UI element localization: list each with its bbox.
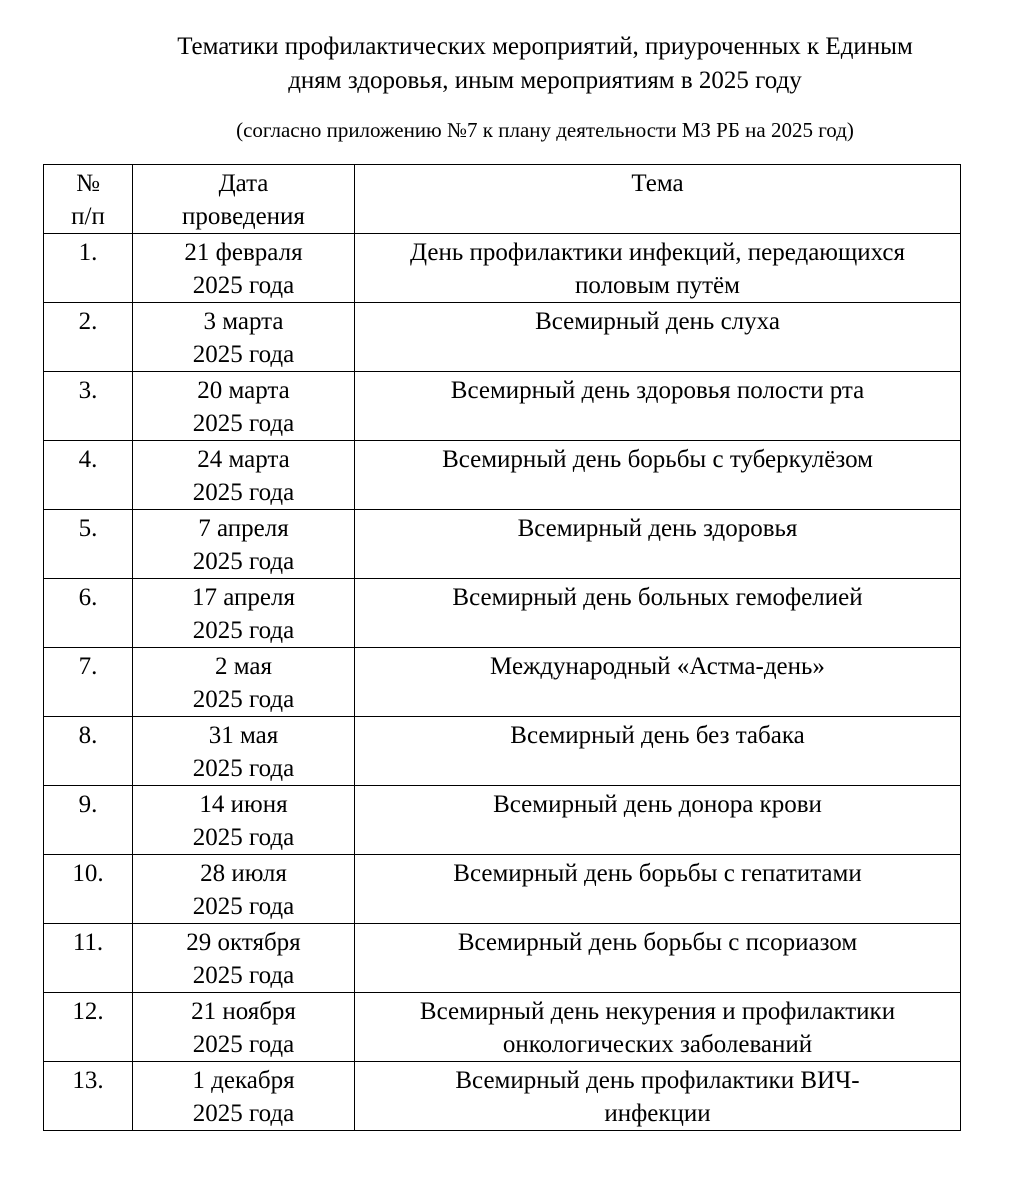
table-header-row: [44, 165, 961, 234]
header-date: [133, 165, 355, 234]
table-row: [44, 993, 961, 1062]
row-topic: [355, 786, 961, 855]
row-topic-line-2: онкологических заболеваний: [502, 1031, 813, 1058]
title-line-1: Тематики профилактических мероприятий, приуроченных к Единым: [177, 33, 913, 60]
table-body: [44, 234, 961, 1131]
row-date-year: 2025 года: [192, 824, 295, 851]
row-date: [133, 786, 355, 855]
row-topic: [355, 234, 961, 303]
row-date-day: 17 апреля: [192, 584, 295, 611]
table-row: [44, 924, 961, 993]
row-date: [133, 441, 355, 510]
row-date-year: 2025 года: [192, 341, 295, 368]
header-number: [44, 165, 133, 234]
table-row: [44, 1062, 961, 1131]
row-number: 8.: [44, 717, 133, 786]
row-topic-line-1: Всемирный день некурения и профилактики: [419, 998, 896, 1025]
header-date-line-1: Дата: [218, 170, 269, 197]
row-number: 7.: [44, 648, 133, 717]
row-topic-line-1: Всемирный день борьбы с псориазом: [457, 929, 858, 956]
table-row: [44, 579, 961, 648]
row-topic: [355, 372, 961, 441]
row-date: [133, 648, 355, 717]
row-date: [133, 993, 355, 1062]
row-date-day: 7 апреля: [198, 515, 289, 542]
row-topic: [355, 441, 961, 510]
row-number: 11.: [44, 924, 133, 993]
row-topic-line-1: Всемирный день борьбы с туберкулёзом: [442, 446, 873, 473]
row-date-day: 20 марта: [197, 377, 290, 404]
row-topic: [355, 648, 961, 717]
table-row: [44, 372, 961, 441]
row-date: [133, 372, 355, 441]
table-row: [44, 648, 961, 717]
row-topic-line-2: инфекции: [604, 1100, 711, 1127]
row-date: [133, 303, 355, 372]
header-number-line-1: №: [76, 170, 100, 197]
row-topic-line-1: Всемирный день донора крови: [493, 791, 822, 818]
row-date-day: 28 июля: [200, 860, 287, 887]
row-date-year: 2025 года: [192, 548, 295, 575]
row-topic-line-1: Всемирный день профилактики ВИЧ-: [455, 1067, 860, 1094]
row-number: 13.: [44, 1062, 133, 1131]
row-date-day: 24 марта: [197, 446, 290, 473]
table-row: [44, 510, 961, 579]
row-date-year: 2025 года: [192, 1100, 295, 1127]
row-date-year: 2025 года: [192, 272, 295, 299]
row-topic: [355, 993, 961, 1062]
row-date: [133, 717, 355, 786]
row-date-year: 2025 года: [192, 617, 295, 644]
header-date-line-2: проведения: [182, 203, 305, 230]
row-topic-line-1: Всемирный день без табака: [510, 722, 805, 749]
row-topic-line-1: Международный «Астма-день»: [490, 653, 825, 680]
row-date-day: 1 декабря: [192, 1067, 295, 1094]
table-row: [44, 303, 961, 372]
row-topic-line-1: Всемирный день слуха: [535, 308, 780, 335]
row-topic: [355, 924, 961, 993]
row-topic-line-1: Всемирный день больных гемофелией: [452, 584, 863, 611]
row-date: [133, 924, 355, 993]
row-topic-line-1: Всемирный день здоровья: [517, 515, 798, 542]
row-topic-line-1: Всемирный день борьбы с гепатитами: [453, 860, 862, 887]
row-date-year: 2025 года: [192, 686, 295, 713]
row-number: 6.: [44, 579, 133, 648]
row-date-year: 2025 года: [192, 410, 295, 437]
row-date-day: 21 ноября: [191, 998, 296, 1025]
table-row: [44, 234, 961, 303]
row-topic: [355, 855, 961, 924]
row-date-day: 3 марта: [203, 308, 284, 335]
table-row: [44, 855, 961, 924]
row-number: 5.: [44, 510, 133, 579]
table-row: [44, 786, 961, 855]
row-topic-line-1: День профилактики инфекций, передающихся: [410, 239, 905, 266]
row-number: 1.: [44, 234, 133, 303]
row-date: [133, 1062, 355, 1131]
row-topic-line-1: Всемирный день здоровья полости рта: [450, 377, 865, 404]
title-line-2: дням здоровья, иным мероприятиям в 2025 году: [288, 67, 802, 94]
row-date-year: 2025 года: [192, 1031, 295, 1058]
row-topic: [355, 717, 961, 786]
row-date-year: 2025 года: [192, 479, 295, 506]
row-topic: [355, 1062, 961, 1131]
header-number-line-2: п/п: [71, 203, 105, 230]
table-row: [44, 717, 961, 786]
row-date-year: 2025 года: [192, 962, 295, 989]
row-date-day: 2 мая: [215, 653, 272, 680]
row-number: 4.: [44, 441, 133, 510]
row-date-year: 2025 года: [192, 755, 295, 782]
row-date-day: 14 июня: [199, 791, 288, 818]
events-table: [43, 164, 961, 1131]
row-number: 10.: [44, 855, 133, 924]
table-row: [44, 441, 961, 510]
header-topic: Тема: [355, 165, 961, 234]
row-number: 3.: [44, 372, 133, 441]
row-topic: [355, 303, 961, 372]
row-date: [133, 579, 355, 648]
row-date: [133, 234, 355, 303]
row-number: 12.: [44, 993, 133, 1062]
row-number: 2.: [44, 303, 133, 372]
row-date-year: 2025 года: [192, 893, 295, 920]
document-title: [105, 30, 985, 98]
row-date-day: 31 мая: [208, 722, 279, 749]
row-date-day: 29 октября: [186, 929, 301, 956]
row-date: [133, 510, 355, 579]
row-topic: [355, 510, 961, 579]
row-topic-line-2: половым путём: [575, 272, 740, 299]
row-date-day: 21 февраля: [184, 239, 303, 266]
document-subtitle: (согласно приложению №7 к плану деятельности МЗ РБ на 2025 год): [236, 118, 854, 142]
row-date: [133, 855, 355, 924]
row-number: 9.: [44, 786, 133, 855]
row-topic: [355, 579, 961, 648]
